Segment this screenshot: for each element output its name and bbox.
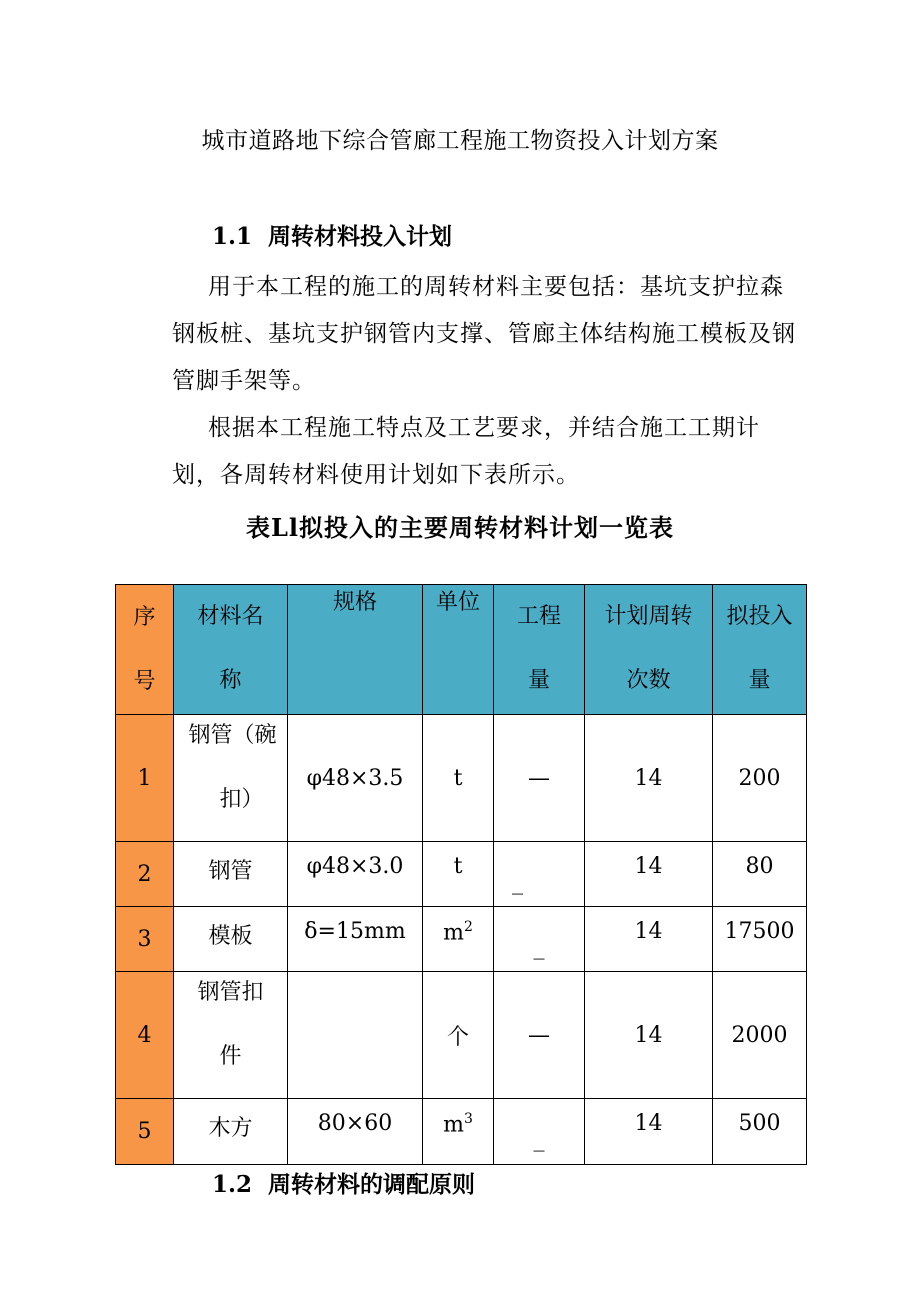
row-unit: t: [423, 715, 494, 842]
row-material-name: 木方: [174, 1099, 288, 1165]
paragraph-plan: 根据本工程施工特点及工艺要求，并结合施工工期计划，各周转材料使用计划如下表所示。: [172, 415, 760, 488]
row-seq: 1: [116, 715, 174, 842]
row-material-name: 钢管扣 件: [174, 972, 288, 1099]
header-seq: 序 号: [116, 585, 174, 715]
section-title: 周转材料投入计划: [268, 223, 453, 250]
table-header-row: [116, 585, 807, 715]
row-seq: 3: [116, 907, 174, 972]
row-turnover: 14: [585, 972, 713, 1099]
row-input: 2000: [713, 972, 807, 1099]
row-input: 80: [713, 842, 807, 907]
row-spec: φ48×3.0: [288, 842, 423, 907]
row-quantity: _: [494, 907, 585, 972]
header-spec: 规格: [288, 585, 423, 715]
row-unit: $m^2$: [423, 907, 494, 972]
materials-table: [115, 584, 807, 1165]
table-caption: 表Ll拟投入的主要周转材料计划一览表: [246, 513, 674, 542]
row-spec: [288, 972, 423, 1099]
section-heading-1-1: [212, 218, 452, 251]
header-quantity: 工程 量: [494, 585, 585, 715]
section-number: 1.1: [212, 223, 253, 250]
row-quantity: —: [494, 972, 585, 1099]
row-material-name: 模板: [174, 907, 288, 972]
row-seq: 5: [116, 1099, 174, 1165]
row-input: 200: [713, 715, 807, 842]
header-material-name: 材料名 称: [174, 585, 288, 715]
row-quantity: _: [494, 842, 585, 907]
table-row: [116, 1099, 807, 1165]
paragraph-materials: 用于本工程的施工的周转材料主要包括：基坑支护拉森钢板桩、基坑支护钢管内支撑、管廊主体结构施工模板及钢管脚手架等。: [172, 274, 796, 394]
row-unit: 个: [423, 972, 494, 1099]
header-input: 拟投入 量: [713, 585, 807, 715]
table-row: [116, 842, 807, 907]
row-seq: 2: [116, 842, 174, 907]
row-seq: 4: [116, 972, 174, 1099]
row-input: 17500: [713, 907, 807, 972]
row-spec: 80×60: [288, 1099, 423, 1165]
row-input: 500: [713, 1099, 807, 1165]
section-heading-1-2: [212, 1166, 475, 1199]
table-row: [116, 972, 807, 1099]
row-quantity: _: [494, 1099, 585, 1165]
row-turnover: 14: [585, 715, 713, 842]
row-material-name: 钢管（碗 扣）: [174, 715, 288, 842]
row-spec: φ48×3.5: [288, 715, 423, 842]
row-turnover: 14: [585, 1099, 713, 1165]
document-title: 城市道路地下综合管廊工程施工物资投入计划方案: [201, 128, 719, 154]
header-turnover: 计划周转 次数: [585, 585, 713, 715]
row-unit: t: [423, 842, 494, 907]
section-title: 周转材料的调配原则: [268, 1171, 476, 1198]
header-unit: 单位: [423, 585, 494, 715]
row-quantity: —: [494, 715, 585, 842]
table-row: [116, 715, 807, 842]
row-spec: δ=15mm: [288, 907, 423, 972]
table-row: [116, 907, 807, 972]
row-turnover: 14: [585, 907, 713, 972]
row-turnover: 14: [585, 842, 713, 907]
row-unit: $m^3$: [423, 1099, 494, 1165]
section-number: 1.2: [212, 1171, 253, 1198]
row-material-name: 钢管: [174, 842, 288, 907]
